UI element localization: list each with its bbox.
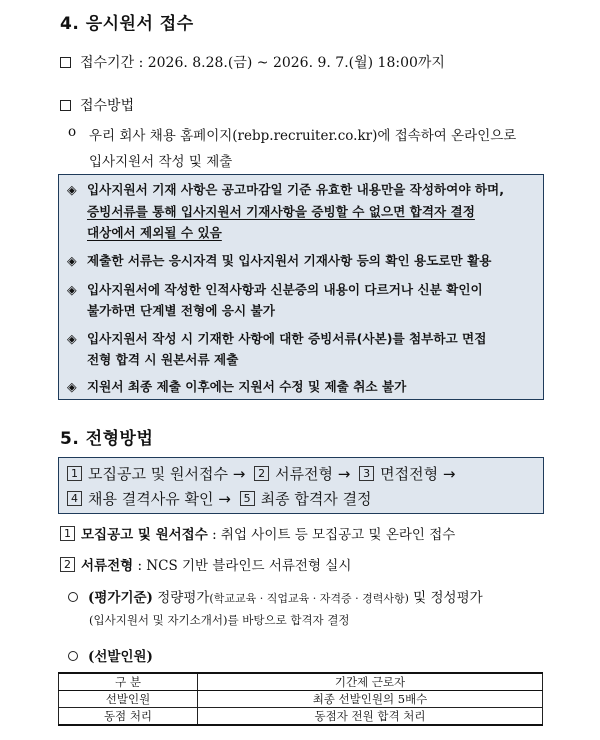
step-number: 2 [60,557,75,572]
diamond-icon: ◈ [67,253,77,268]
note-3: ◈ 입사지원서에 작성한 인적사항과 신분증의 내용이 다르거나 신분 확인이 [67,279,483,300]
note-2: ◈ 제출한 서류는 응시자격 및 입사지원서 기재사항 등의 확인 용도로만 활용 [67,250,491,271]
selection-flow-box [58,457,544,514]
table-header: 기간제 근로자 [198,673,543,691]
period-label: 접수기간 [80,55,135,71]
flow-line-2: 4 채용 결격사유 확인 → 5 최종 합격자 결정 [67,488,372,509]
table-cell: 선발인원 [59,691,198,708]
table-header-row [59,673,543,691]
note-4: ◈ 입사지원서 작성 시 기재한 사항에 대한 증빙서류(사본)를 첨부하고 면접 [67,328,486,349]
diamond-icon: ◈ [67,282,77,297]
step-number: 3 [359,466,374,481]
note-1: ◈ 입사지원서 기재 사항은 공고마감일 기준 유효한 내용만을 작성하여야 하며, [67,179,504,200]
note-3-cont: 불가하면 단계별 전형에 응시 불가 [87,303,275,318]
step-number: 4 [67,491,82,506]
note-1-cont-2: 대상에서 제외될 수 있음 [87,225,222,240]
table-row [59,708,543,726]
diamond-icon: ◈ [67,182,77,197]
diamond-icon: ◈ [67,331,77,346]
step-number: 1 [60,526,75,541]
note-5: ◈ 지원서 최종 제출 이후에는 지원서 수정 및 제출 취소 불가 [67,376,406,397]
step-number: 1 [67,466,82,481]
evaluation-criteria-cont: (입사지원서 및 자기소개서)를 바탕으로 합격자 결정 [89,613,350,627]
checkbox-square-icon [60,57,71,68]
method-label: 접수방법 [80,98,135,114]
flow-line-1: 1 모집공고 및 원서접수 → 2 서류전형 → 3 면접전형 → [67,463,455,484]
table-row [59,691,543,708]
period-value: : 2026. 8.28.(금) ~ 2026. 9. 7.(월) 18:00까지 [138,55,445,71]
evaluation-criteria: (평가기준) 정량평가(학교교육 · 직업교육 · 자격증 · 경력사항) 및 정성평가 [68,586,483,606]
method-line-2: 입사지원서 작성 및 제출 [89,154,233,170]
checkbox-square-icon [60,100,71,111]
table-cell: 동점 처리 [59,708,198,726]
diamond-icon: ◈ [67,379,77,394]
step-2: 2 서류전형 : NCS 기반 블라인드 서류전형 실시 [60,554,351,574]
step-1: 1 모집공고 및 원서접수 : 취업 사이트 등 모집공고 및 온라인 접수 [60,523,455,543]
method-bullet: o [68,124,77,140]
section-4-title: 4. 응시원서 접수 [60,14,194,34]
circle-bullet-icon [68,651,78,661]
method-line-1: 우리 회사 채용 홈페이지(rebp.recruiter.co.kr)에 접속하여 온라인으로 [89,128,517,144]
note-1-cont: 증빙서류를 통해 입사지원서 기재사항을 증빙할 수 없으면 합격자 결정 [87,204,475,219]
application-period [60,52,445,72]
selection-heading: (선발인원) [68,645,153,665]
table-header: 구 분 [59,673,198,691]
circle-bullet-icon [68,592,78,602]
selection-table [58,672,543,726]
table-cell: 동점자 전원 합격 처리 [198,708,543,726]
section-5-title: 5. 전형방법 [60,429,154,449]
table-cell: 최종 선발인원의 5배수 [198,691,543,708]
note-4-cont: 전형 합격 시 원본서류 제출 [87,352,239,367]
notes-box [58,174,544,400]
application-method-heading [60,95,134,115]
step-number: 5 [240,491,255,506]
step-number: 2 [254,466,269,481]
